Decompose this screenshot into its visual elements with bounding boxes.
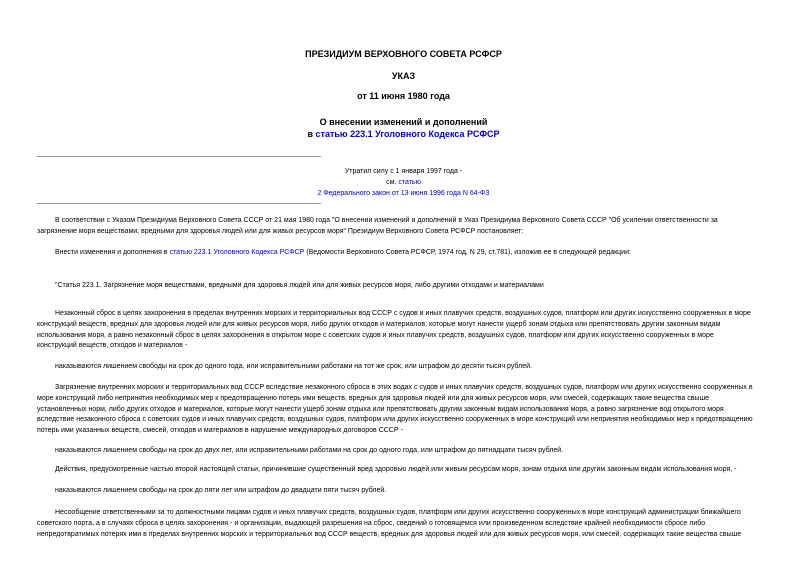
text-line: конструкций веществ, вредных для здоровья людей или для живых ресурсов моря, либо других отходов и материалов, которые могут нанести ущерб зонам отдыха или препятствовать другим законным видам [37,320,721,328]
federal-law-link[interactable]: 2 Федерального закон от 13 июня 1996 года N 64-ФЗ [317,190,490,197]
paragraph-amendment [37,248,799,259]
paragraph-part-4 [37,508,799,540]
amendment-prefix: Внести изменения и дополнения в [55,249,170,256]
text-line: Незаконный сброс в целях захоронения в пределах внутренних морских и территориальных вод СССР с судов и иных плавучих средств, воздушных судов, платформ или других искусственно сооруженных в море [55,310,751,317]
text-line: советского порта, а в случаях сброса в целях захоронения - и организации, выдающей разрешения на сброс, сведений о готовящемся или произведенном вследствие крайней необходимости сбросе либо [37,519,706,527]
document-title: О внесении изменений и дополнений [319,117,488,127]
penalty-part-3: наказываются лишением свободы на срок до пяти лет или штрафом до двадцати пяти тысяч рублей. [55,487,387,494]
paragraph-part-1 [37,309,799,352]
document-title-amended-article [0,129,807,139]
issuing-body: ПРЕЗИДИУМ ВЕРХОВНОГО СОВЕТА РСФСР [305,49,502,59]
penalty-part-1: наказываются лишением свободы на срок до одного года, или исправительными работами на тот же срок, или штрафом до десяти тысяч рублей. [55,363,532,370]
text-line: вследствие незаконного сброса с советских судов и иных плавучих средств, воздушных судов, платформ или других искусственно сооруженных в море конструкций или непринятия необходимых мер к предотвращению [37,416,753,424]
lost-force-notice: Утратил силу с 1 января 1997 года - [344,168,463,175]
text-line: непредотвратимых потерях ими в пределах внутренних морских и территориальных вод СССР веществ, вредных для здоровья людей или для живых ресурсов моря, или смесей, содержащих такие вещества свыше [37,530,742,538]
article-223-1-inline-link[interactable]: статью 223.1 Уголовного Кодекса РСФСР [169,249,305,256]
amendment-suffix: (Ведомости Верховного Совета РСФСР, 1974 год, N 29, ст.781), изложив ее в следующей редакции: [304,249,631,256]
text-line: В соответствии с Указом Президиума Верховного Совета СССР от 21 мая 1980 года "О внесении изменений и дополнений в Указ Президиума Верховного Совета СССР "Об усилении ответственности за [55,217,718,224]
paragraph-part-3: Действия, предусмотренные частью второй настоящей статьи, причинившие существенный вред здоровью людей или живым ресурсам моря, зонам отдыха или другим законным видам использования моря, - [55,466,737,473]
document-date: от 11 июня 1980 года [357,91,450,101]
text-line: использования моря, а равно незаконный сброс в целях захоронения в открытом море с советских судов и иных плавучих средств, воздушных судов, платформ или других искусственно сооруженных в море [37,331,714,339]
paragraph-part-2 [37,383,799,437]
text-line: загрязнение моря веществами, вредными для здоровья людей или для живых ресурсов моря" Президиум Верховного Совета РСФСР постановляет: [37,227,524,235]
divider-bottom [37,203,321,204]
text-line: море конструкций либо непринятия необходимых мер к предотвращению потерь ими веществ, вредных для здоровья людей или для живых ресурсов моря, или смесей, содержащих такие вещества свыше [37,394,709,402]
paragraph-preamble [37,216,799,238]
document-type: УКАЗ [391,71,416,81]
text-line: конструкций веществ, отходов и материалов - [37,342,188,350]
text-line: Несообщение ответственными за то должностными лицами судов и иных плавучих средств, воздушных судов, платформ или других искусственно сооруженных в море конструкций администрации ближайшего [55,509,741,516]
article-223-1-link[interactable]: статью 223.1 Уголовного Кодекса РСФСР [315,129,500,139]
penalty-part-2: наказываются лишением свободы на срок до двух лет, или исправительными работами на срок до одного года, или штрафом до пятнадцати тысяч рублей. [55,447,564,454]
divider-top [37,156,321,157]
see-prefix: см. [386,179,399,186]
federal-law-reference [0,188,807,199]
text-line: установленных норм, либо других отходов и материалов, которые могут нанести ущерб зонам отдыха или препятствовать другим законным видам использования моря, а равно загрязнение вод открытого моря [37,405,724,413]
text-line: потерь ими указанных веществ, смесей, отходов и материалов в нарушение международных договоров СССР - [37,427,403,435]
text-line: Загрязнение внутренних морских и территориальных вод СССР вследствие незаконного сброса в этих водах с судов и иных плавучих средств, воздушных судов, платформ или других искусственно сооруженных в [55,384,753,391]
see-reference [0,177,807,188]
title-prefix: в [307,129,316,139]
article-link[interactable]: статью [398,179,421,186]
article-heading: "Статья 223.1. Загрязнение моря веществами, вредными для здоровья людей или для живых ресурсов моря, либо другими отходами и материалами [55,282,544,289]
